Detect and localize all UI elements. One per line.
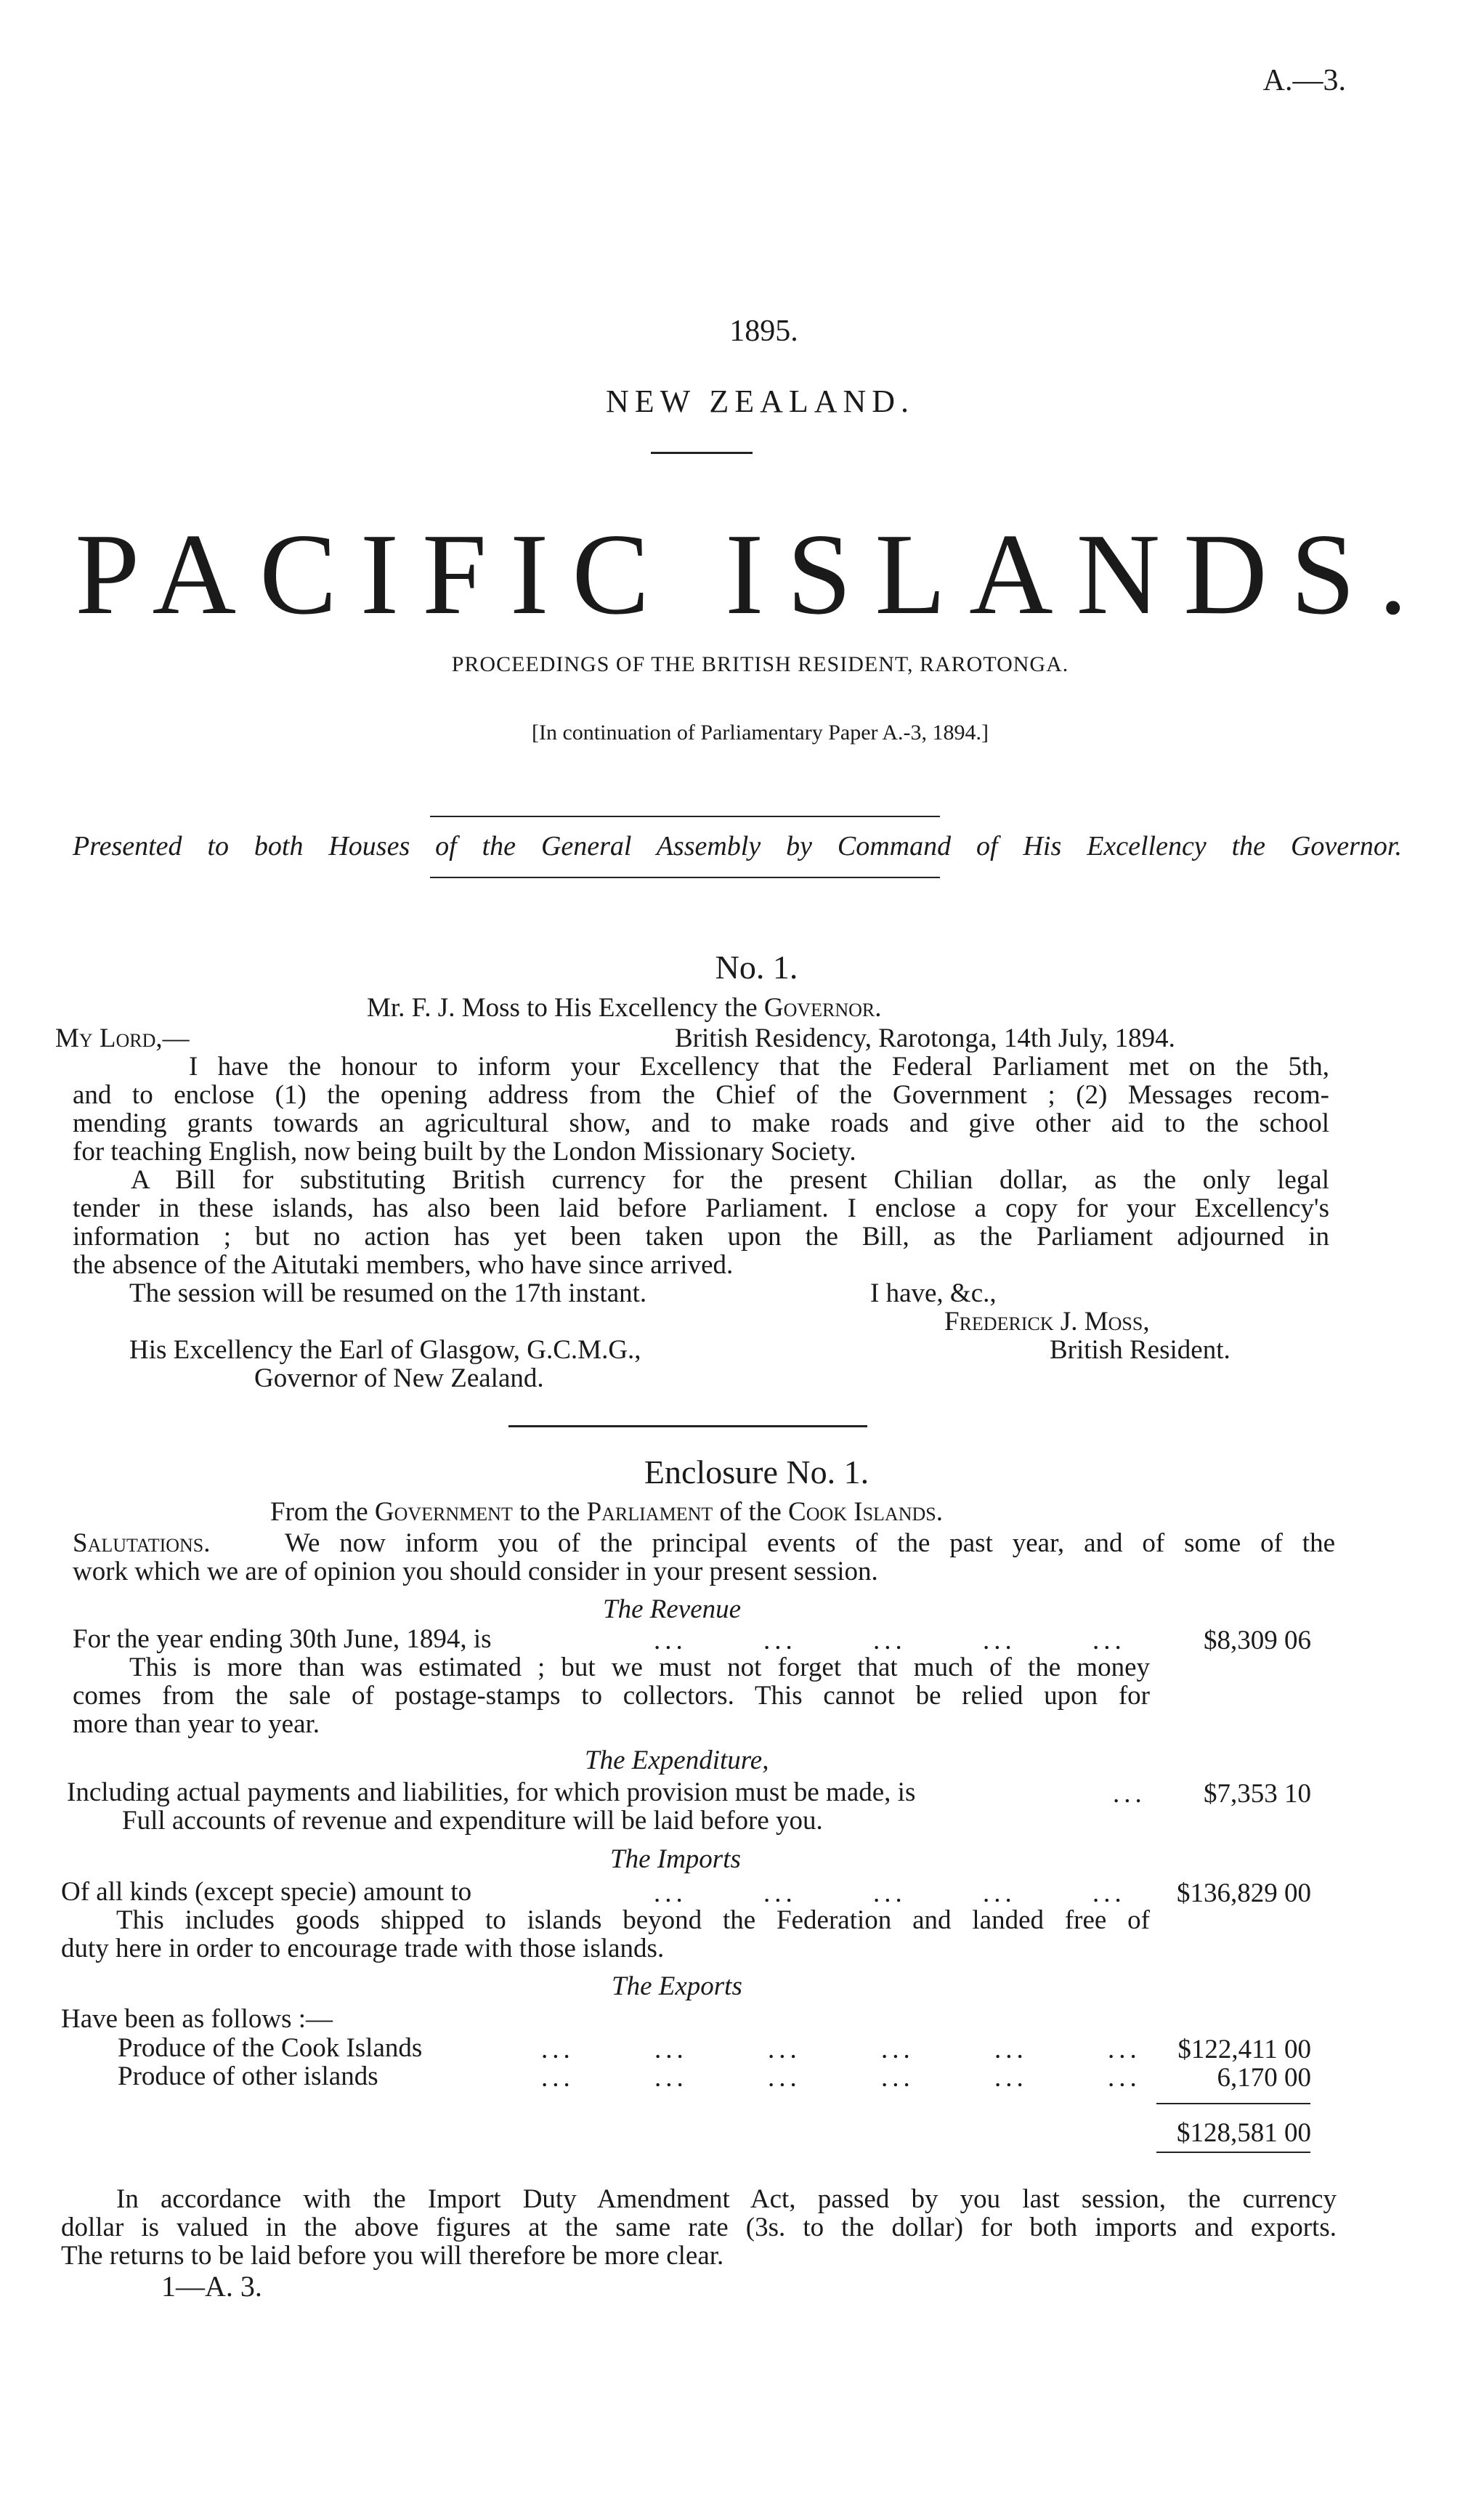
letter-p2-line-3: information ; but no action has yet been taken upon the Bill, as the Parliament adjourned in	[73, 1222, 1329, 1252]
imports-leader: ... ... ... ... ...	[654, 1878, 1126, 1908]
letter-p2-line-2: tender in these islands, has also been laid before Parliament. I enclose a copy for your Excellency's	[73, 1193, 1329, 1223]
presented-bottom-rule	[430, 877, 940, 878]
expenditure-amount: $7,353 10	[1204, 1779, 1311, 1809]
year: 1895.	[729, 315, 798, 348]
exports-row-1-leader: ... ... ... ... ... ...	[541, 2035, 1141, 2064]
enclosure-from-parliament: Parliament	[586, 1497, 713, 1527]
revenue-note-line-1: This is more than was estimated ; but we must not forget that much of the money	[129, 1653, 1150, 1682]
final-line-1: In accordance with the Import Duty Amendment Act, passed by you last session, the currency	[116, 2184, 1337, 2214]
enclosure-intro-line-2: work which we are of opinion you should consider in your present session.	[73, 1557, 878, 1586]
enclosure-title: Enclosure No. 1.	[644, 1453, 869, 1491]
letter-heading	[367, 994, 882, 1022]
revenue-line: For the year ending 30th June, 1894, is	[73, 1624, 492, 1654]
imports-note-line-2: duty here in order to encourage trade with those islands.	[61, 1934, 665, 1963]
letter-addressee-1: His Excellency the Earl of Glasgow, G.C.M.G.,	[129, 1335, 641, 1365]
enclosure-from-mid: to the	[512, 1497, 587, 1527]
presented-statement: Presented to both Houses of the General Assembly by Command of His Excellency the Governor.	[73, 831, 1402, 861]
dateline: British Residency, Rarotonga, 14th July, 1894.	[675, 1023, 1175, 1053]
enclosure-from-government: Government	[374, 1497, 513, 1527]
page-reference: A.—3.	[1262, 64, 1346, 97]
presented-top-rule	[430, 816, 940, 817]
title-rule	[651, 452, 753, 454]
exports-row-2-amount: 6,170 00	[1217, 2063, 1311, 2093]
salutation: My Lord,—	[55, 1023, 190, 1053]
imports-amount: $136,829 00	[1177, 1878, 1311, 1908]
exports-row-2-label: Produce of other islands	[118, 2061, 378, 2091]
letter-signature-title: British Resident.	[1050, 1335, 1230, 1365]
exports-row-2-leader: ... ... ... ... ... ...	[541, 2063, 1141, 2093]
exports-row-1-amount: $122,411 00	[1177, 2035, 1311, 2064]
revenue-heading: The Revenue	[603, 1594, 742, 1624]
exports-intro: Have been as follows :—	[61, 2004, 333, 2034]
letter-p2-line-1: A Bill for substituting British currency for the present Chilian dollar, as the only legal	[131, 1165, 1329, 1195]
enclosure-from	[270, 1498, 943, 1526]
letter-signature: Frederick J. Moss,	[944, 1307, 1150, 1337]
country: NEW ZEALAND.	[605, 384, 915, 419]
continuation-note: [In continuation of Parliamentary Paper A.-3, 1894.]	[531, 721, 989, 745]
exports-total-underline	[1156, 2152, 1310, 2153]
exports-total: $128,581 00	[1177, 2118, 1311, 2148]
enclosure-from-of: of the	[713, 1497, 789, 1527]
revenue-note-line-3: more than year to year.	[73, 1709, 320, 1739]
letter-addressee-2: Governor of New Zealand.	[254, 1363, 544, 1393]
final-line-2: dollar is valued in the above figures at the same rate (3s. to the dollar) for both imports and exports.	[61, 2213, 1337, 2242]
final-line-3: The returns to be laid before you will therefore be more clear.	[61, 2241, 724, 2271]
exports-row-1-label: Produce of the Cook Islands	[118, 2033, 423, 2063]
letter-heading-prefix: Mr. F. J. Moss to His Excellency the	[367, 993, 764, 1023]
imports-note-line-1: This includes goods shipped to islands beyond the Federation and landed free of	[116, 1905, 1150, 1935]
section-rule	[508, 1425, 867, 1427]
letter-p1-line-1: I have the honour to inform your Excellency that the Federal Parliament met on the 5th,	[189, 1052, 1329, 1082]
revenue-note-line-2: comes from the sale of postage-stamps to collectors. This cannot be relied upon for	[73, 1681, 1150, 1711]
exports-heading: The Exports	[612, 1971, 742, 2001]
expenditure-note: Full accounts of revenue and expenditure will be laid before you.	[122, 1806, 823, 1836]
letter-heading-governor: Governor.	[763, 993, 882, 1023]
exports-total-rule	[1156, 2103, 1310, 2104]
imports-line: Of all kinds (except specie) amount to	[61, 1877, 472, 1907]
letter-p1-line-2: and to enclose (1) the opening address from the Chief of the Government ; (2) Messages recom-	[73, 1080, 1329, 1110]
expenditure-line: Including actual payments and liabilities, for which provision must be made, is	[67, 1777, 916, 1807]
enclosure-from-cook: Cook Islands.	[788, 1497, 943, 1527]
imports-heading: The Imports	[610, 1844, 741, 1874]
letter-p2-line-4: the absence of the Aitutaki members, who have since arrived.	[73, 1250, 734, 1280]
letter-p3: The session will be resumed on the 17th instant.	[129, 1278, 647, 1308]
enclosure-from-prefix: From the	[270, 1497, 375, 1527]
document-title: PACIFIC ISLANDS.	[75, 509, 1431, 638]
enclosure-intro-line-1: We now inform you of the principal events of the past year, and of some of the	[285, 1528, 1335, 1558]
letter-number: No. 1.	[715, 949, 798, 986]
expenditure-heading: The Expenditure,	[585, 1745, 769, 1775]
revenue-amount: $8,309 06	[1204, 1626, 1311, 1655]
letter-p1-line-3: mending grants towards an agricultural show, and to make roads and give other aid to the school	[73, 1108, 1329, 1138]
salutations-label: Salutations.	[73, 1528, 211, 1558]
letter-p1-line-4: for teaching English, now being built by the London Missionary Society.	[73, 1137, 856, 1167]
revenue-leader: ... ... ... ... ...	[654, 1626, 1126, 1655]
footer-signature: 1—A. 3.	[161, 2270, 262, 2303]
expenditure-leader: ...	[1113, 1779, 1146, 1809]
document-subtitle: PROCEEDINGS OF THE BRITISH RESIDENT, RAROTONGA.	[451, 652, 1069, 676]
letter-closing: I have, &c.,	[870, 1278, 997, 1308]
